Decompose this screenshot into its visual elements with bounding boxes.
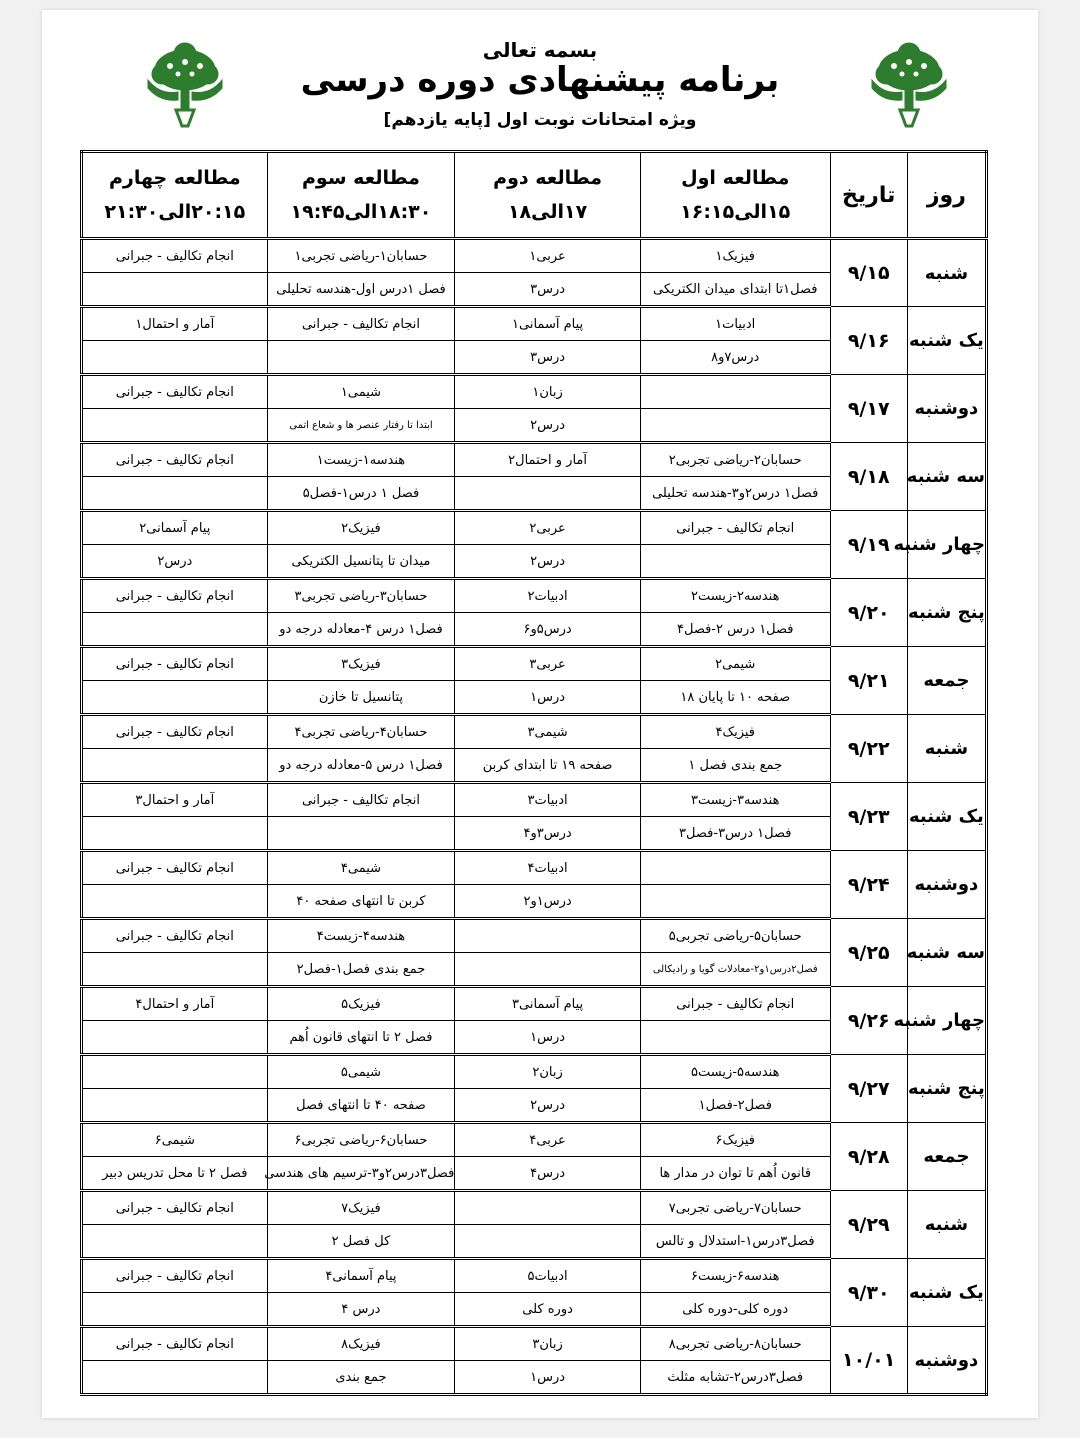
study-2-subject-cell: ادبیات۲: [455, 579, 641, 613]
study-1-subject-cell: هندسه۶-زیست۶: [640, 1259, 830, 1293]
study-2-subject-cell: شیمی۳: [455, 715, 641, 749]
column-header-study-4: [82, 152, 268, 239]
page-title: برنامه پیشنهادی دوره درسی: [300, 60, 780, 100]
study-1-subject-cell: شیمی۲: [640, 647, 830, 681]
study-2-subject-cell: پیام آسمانی۳: [455, 987, 641, 1021]
study-3-subject-cell: فیزیک۷: [267, 1191, 455, 1225]
study-2-topic-cell: درس۳: [455, 341, 641, 375]
column-header-study-1: [640, 152, 830, 239]
date-cell: ۹/۱۶: [830, 307, 907, 375]
study-1-topic-cell: فصل۳درس۲-تشابه مثلث: [640, 1361, 830, 1395]
table-row: [82, 579, 987, 613]
study-2-topic-cell: دوره کلی: [455, 1293, 641, 1327]
study-3-subject-cell: حسابان۱-ریاضی تجربی۱: [267, 239, 455, 273]
day-cell: سه شنبه: [907, 919, 986, 987]
day-cell: شنبه: [907, 239, 986, 307]
study-3-topic-cell: فصل۳درس۲و۳-ترسیم های هندسی: [267, 1157, 455, 1191]
study-4-subject-cell: انجام تکالیف - جبرانی: [82, 715, 268, 749]
study-1-topic-cell: جمع بندی فصل ۱: [640, 749, 830, 783]
study-3-topic-cell: فصل۱ درس ۴-معادله درجه دو: [267, 613, 455, 647]
study-2-subject-cell: آمار و احتمال۲: [455, 443, 641, 477]
study-1-topic-cell: فصل۱ درس ۲-فصل۴: [640, 613, 830, 647]
study-4-subject-cell: انجام تکالیف - جبرانی: [82, 443, 268, 477]
study-2-topic-cell: درس۲: [455, 409, 641, 443]
study-4-subject-cell: انجام تکالیف - جبرانی: [82, 375, 268, 409]
column-header-study-2: [455, 152, 641, 239]
date-cell: ۹/۲۶: [830, 987, 907, 1055]
study-4-subject-cell: انجام تکالیف - جبرانی: [82, 851, 268, 885]
study-2-subject-cell: ادبیات۴: [455, 851, 641, 885]
study-1-topic-cell: فصل۲-فصل۱: [640, 1089, 830, 1123]
study-2-topic-cell: درس۳و۴: [455, 817, 641, 851]
study-3-topic-cell: [267, 817, 455, 851]
table-row: [82, 647, 987, 681]
study-3-topic-cell: فصل ۱ درس۱-فصل۵: [267, 477, 455, 511]
day-cell: یک شنبه: [907, 783, 986, 851]
date-cell: ۹/۲۵: [830, 919, 907, 987]
date-cell: ۹/۲۲: [830, 715, 907, 783]
study-4-subject-cell: شیمی۶: [82, 1123, 268, 1157]
study-4-topic-cell: [82, 885, 268, 919]
study-2-subject-cell: زبان۱: [455, 375, 641, 409]
study-4-subject-cell: انجام تکالیف - جبرانی: [82, 919, 268, 953]
schedule-body: [82, 239, 987, 1395]
study-2-subject-cell: [455, 919, 641, 953]
study-4-topic-cell: [82, 477, 268, 511]
day-cell: شنبه: [907, 715, 986, 783]
day-cell: پنج شنبه: [907, 579, 986, 647]
study-4-topic-cell: [82, 341, 268, 375]
day-cell: دوشنبه: [907, 1327, 986, 1395]
study-3-subject-cell: شیمی۱: [267, 375, 455, 409]
day-cell: سه شنبه: [907, 443, 986, 511]
table-row: [82, 443, 987, 477]
study-3-topic-cell: فصل۱ درس ۵-معادله درجه دو: [267, 749, 455, 783]
study-4-topic-cell: [82, 1361, 268, 1395]
study-1-topic-cell: درس۷و۸: [640, 341, 830, 375]
study-3-subject-cell: فیزیک۲: [267, 511, 455, 545]
study-2-subject-cell: عربی۱: [455, 239, 641, 273]
study-3-topic-cell: میدان تا پتانسیل الکتریکی: [267, 545, 455, 579]
study-1-time: ۱۵الی۱۶:۱۵: [680, 201, 791, 223]
study-3-subject-cell: فیزیک۸: [267, 1327, 455, 1361]
study-2-topic-cell: [455, 953, 641, 987]
table-row: [82, 375, 987, 409]
study-1-topic-cell: فصل۱تا ابتدای میدان الکتریکی: [640, 273, 830, 307]
page-subtitle: ویژه امتحانات نوبت اول [پایه یازدهم]: [383, 110, 697, 130]
table-row: [82, 783, 987, 817]
date-cell: ۹/۲۸: [830, 1123, 907, 1191]
study-4-topic-cell: [82, 1021, 268, 1055]
study-2-subject-cell: ادبیات۵: [455, 1259, 641, 1293]
table-row: [82, 1327, 987, 1361]
study-2-topic-cell: درس۱: [455, 681, 641, 715]
study-4-topic-cell: [82, 613, 268, 647]
study-1-topic-cell: [640, 545, 830, 579]
date-cell: ۹/۱۹: [830, 511, 907, 579]
study-3-subject-cell: حسابان۶-ریاضی تجربی۶: [267, 1123, 455, 1157]
study-4-topic-cell: [82, 1293, 268, 1327]
study-4-subject-cell: [82, 1055, 268, 1089]
study-1-subject-cell: حسابان۲-ریاضی تجربی۲: [640, 443, 830, 477]
study-1-subject-cell: هندسه۲-زیست۲: [640, 579, 830, 613]
study-4-topic-cell: [82, 1225, 268, 1259]
study-2-subject-cell: عربی۲: [455, 511, 641, 545]
date-cell: ۱۰/۰۱: [830, 1327, 907, 1395]
study-2-topic-cell: صفحه ۱۹ تا ابتدای کربن: [455, 749, 641, 783]
study-2-subject-cell: عربی۴: [455, 1123, 641, 1157]
day-cell: جمعه: [907, 647, 986, 715]
study-1-topic-cell: فصل۲درس۱و۲-معادلات گویا و رادیکالی: [640, 953, 830, 987]
study-1-subject-cell: [640, 851, 830, 885]
table-row: [82, 511, 987, 545]
study-2-subject-cell: [455, 1191, 641, 1225]
column-header-day: روز: [907, 152, 986, 239]
study-1-topic-cell: فصل۳درس۱-استدلال و تالس: [640, 1225, 830, 1259]
study-1-topic-cell: فصل۱ درس۳-فصل۳: [640, 817, 830, 851]
study-4-subject-cell: انجام تکالیف - جبرانی: [82, 239, 268, 273]
study-4-title: مطالعه چهارم: [108, 167, 241, 189]
study-3-topic-cell: صفحه ۴۰ تا انتهای فصل: [267, 1089, 455, 1123]
study-3-subject-cell: شیمی۴: [267, 851, 455, 885]
study-1-subject-cell: حسابان۷-ریاضی تجربی۷: [640, 1191, 830, 1225]
study-4-subject-cell: انجام تکالیف - جبرانی: [82, 647, 268, 681]
table-row: [82, 307, 987, 341]
study-3-topic-cell: کل فصل ۲: [267, 1225, 455, 1259]
study-1-subject-cell: فیزیک۱: [640, 239, 830, 273]
study-3-topic-cell: درس ۴: [267, 1293, 455, 1327]
date-cell: ۹/۱۵: [830, 239, 907, 307]
date-cell: ۹/۲۴: [830, 851, 907, 919]
study-3-subject-cell: هندسه۱-زیست۱: [267, 443, 455, 477]
study-1-subject-cell: [640, 375, 830, 409]
table-row: [82, 715, 987, 749]
study-2-title: مطالعه دوم: [493, 167, 603, 189]
study-1-topic-cell: [640, 1021, 830, 1055]
day-cell: دوشنبه: [907, 375, 986, 443]
study-4-topic-cell: [82, 817, 268, 851]
day-cell: پنج شنبه: [907, 1055, 986, 1123]
date-cell: ۹/۲۰: [830, 579, 907, 647]
study-1-subject-cell: هندسه۳-زیست۳: [640, 783, 830, 817]
study-3-subject-cell: هندسه۴-زیست۴: [267, 919, 455, 953]
study-3-topic-cell: ابتدا تا رفتار عنصر ها و شعاع اتمی: [267, 409, 455, 443]
study-4-topic-cell: [82, 681, 268, 715]
table-row: [82, 1055, 987, 1089]
table-row: [82, 919, 987, 953]
study-2-topic-cell: [455, 1225, 641, 1259]
day-cell: چهار شنبه: [907, 511, 986, 579]
day-cell: یک شنبه: [907, 307, 986, 375]
study-3-subject-cell: انجام تکالیف - جبرانی: [267, 307, 455, 341]
table-row: [82, 851, 987, 885]
date-cell: ۹/۲۷: [830, 1055, 907, 1123]
study-1-subject-cell: انجام تکالیف - جبرانی: [640, 511, 830, 545]
column-header-study-3: [267, 152, 455, 239]
date-cell: ۹/۲۹: [830, 1191, 907, 1259]
study-2-topic-cell: درس۲: [455, 1089, 641, 1123]
study-3-subject-cell: پیام آسمانی۴: [267, 1259, 455, 1293]
study-4-subject-cell: آمار و احتمال۱: [82, 307, 268, 341]
date-cell: ۹/۲۳: [830, 783, 907, 851]
document-page: [42, 10, 1038, 1418]
study-2-topic-cell: درس۴: [455, 1157, 641, 1191]
study-4-topic-cell: درس۲: [82, 545, 268, 579]
study-2-topic-cell: درس۱: [455, 1021, 641, 1055]
table-row: [82, 1191, 987, 1225]
study-3-topic-cell: پتانسیل تا خازن: [267, 681, 455, 715]
study-1-subject-cell: حسابان۸-ریاضی تجربی۸: [640, 1327, 830, 1361]
study-2-topic-cell: درس۱و۲: [455, 885, 641, 919]
study-4-subject-cell: انجام تکالیف - جبرانی: [82, 1259, 268, 1293]
study-2-subject-cell: زبان۳: [455, 1327, 641, 1361]
day-cell: دوشنبه: [907, 851, 986, 919]
study-2-subject-cell: زبان۲: [455, 1055, 641, 1089]
study-1-topic-cell: فصل۱ درس۲و۳-هندسه تحلیلی: [640, 477, 830, 511]
study-2-topic-cell: درس۱: [455, 1361, 641, 1395]
study-2-topic-cell: [455, 477, 641, 511]
study-3-topic-cell: [267, 341, 455, 375]
study-4-subject-cell: انجام تکالیف - جبرانی: [82, 1191, 268, 1225]
header-basmala: بسمه تعالی: [482, 38, 598, 62]
study-3-topic-cell: فصل ۲ تا انتهای قانون اُهم: [267, 1021, 455, 1055]
study-1-topic-cell: [640, 409, 830, 443]
table-row: [82, 239, 987, 273]
study-1-topic-cell: دوره کلی-دوره کلی: [640, 1293, 830, 1327]
study-4-subject-cell: آمار و احتمال۴: [82, 987, 268, 1021]
date-cell: ۹/۳۰: [830, 1259, 907, 1327]
study-1-topic-cell: قانون اُهم تا توان در مدار ها: [640, 1157, 830, 1191]
study-4-topic-cell: [82, 953, 268, 987]
study-2-time: ۱۷الی۱۸: [507, 201, 588, 223]
study-4-topic-cell: [82, 749, 268, 783]
column-header-date: تاریخ: [830, 152, 907, 239]
study-2-topic-cell: درس۵و۶: [455, 613, 641, 647]
date-cell: ۹/۲۱: [830, 647, 907, 715]
table-row: [82, 1123, 987, 1157]
day-cell: جمعه: [907, 1123, 986, 1191]
table-row: [82, 1259, 987, 1293]
study-1-subject-cell: حسابان۵-ریاضی تجربی۵: [640, 919, 830, 953]
day-cell: یک شنبه: [907, 1259, 986, 1327]
study-1-subject-cell: فیزیک۴: [640, 715, 830, 749]
study-1-subject-cell: هندسه۵-زیست۵: [640, 1055, 830, 1089]
study-3-subject-cell: حسابان۳-ریاضی تجربی۳: [267, 579, 455, 613]
study-3-subject-cell: حسابان۴-ریاضی تجربی۴: [267, 715, 455, 749]
study-4-subject-cell: انجام تکالیف - جبرانی: [82, 579, 268, 613]
study-3-subject-cell: فیزیک۵: [267, 987, 455, 1021]
day-cell: چهار شنبه: [907, 987, 986, 1055]
study-2-subject-cell: عربی۳: [455, 647, 641, 681]
study-3-subject-cell: فیزیک۳: [267, 647, 455, 681]
table-header-row: [82, 152, 987, 239]
study-1-title: مطالعه اول: [681, 167, 790, 189]
study-4-topic-cell: [82, 409, 268, 443]
study-1-subject-cell: ادبیات۱: [640, 307, 830, 341]
day-cell: شنبه: [907, 1191, 986, 1259]
study-3-topic-cell: جمع بندی فصل۱-فصل۲: [267, 953, 455, 987]
study-3-topic-cell: کربن تا انتهای صفحه ۴۰: [267, 885, 455, 919]
study-1-topic-cell: صفحه ۱۰ تا پایان ۱۸: [640, 681, 830, 715]
study-4-subject-cell: پیام آسمانی۲: [82, 511, 268, 545]
study-3-time: ۱۸:۳۰الی۱۹:۴۵: [290, 201, 432, 223]
study-3-title: مطالعه سوم: [301, 167, 420, 189]
date-cell: ۹/۱۸: [830, 443, 907, 511]
study-3-topic-cell: فصل ۱درس اول-هندسه تحلیلی: [267, 273, 455, 307]
study-2-topic-cell: درس۲: [455, 545, 641, 579]
study-3-subject-cell: شیمی۵: [267, 1055, 455, 1089]
study-3-topic-cell: جمع بندی: [267, 1361, 455, 1395]
schedule-table: [80, 150, 988, 1396]
study-2-subject-cell: ادبیات۳: [455, 783, 641, 817]
study-1-topic-cell: [640, 885, 830, 919]
study-2-subject-cell: پیام آسمانی۱: [455, 307, 641, 341]
table-row: [82, 987, 987, 1021]
study-4-subject-cell: آمار و احتمال۳: [82, 783, 268, 817]
study-2-topic-cell: درس۳: [455, 273, 641, 307]
study-4-subject-cell: انجام تکالیف - جبرانی: [82, 1327, 268, 1361]
study-1-subject-cell: انجام تکالیف - جبرانی: [640, 987, 830, 1021]
date-cell: ۹/۱۷: [830, 375, 907, 443]
study-4-time: ۲۰:۱۵الی۲۱:۳۰: [104, 201, 246, 223]
study-4-topic-cell: [82, 273, 268, 307]
study-4-topic-cell: فصل ۲ تا محل تدریس دبیر: [82, 1157, 268, 1191]
study-3-subject-cell: انجام تکالیف - جبرانی: [267, 783, 455, 817]
study-1-subject-cell: فیزیک۶: [640, 1123, 830, 1157]
study-4-topic-cell: [82, 1089, 268, 1123]
